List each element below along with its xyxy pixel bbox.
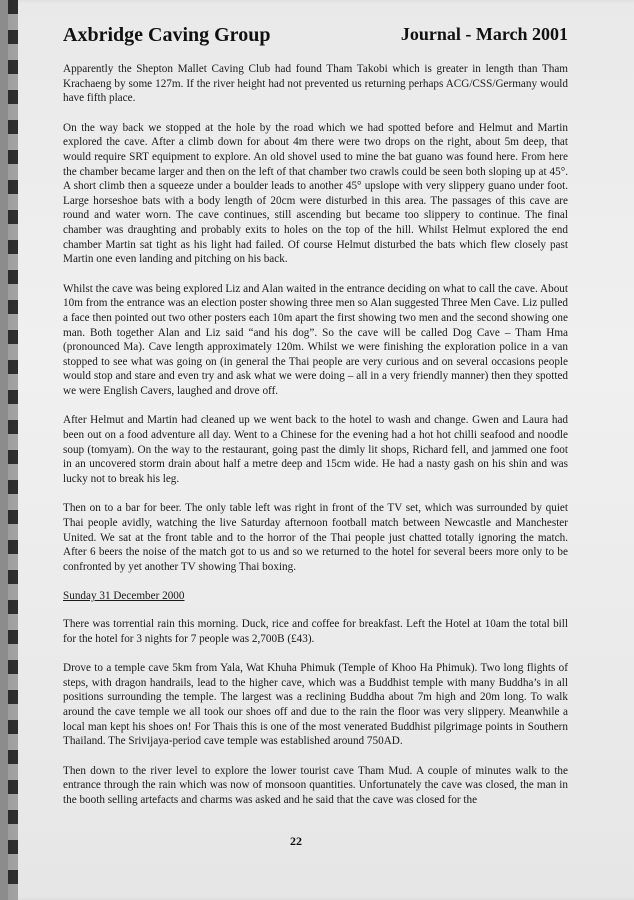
journal-title: Journal - March 2001 xyxy=(400,24,568,44)
section-heading: Sunday 31 December 2000 xyxy=(63,590,185,603)
paragraph: On the way back we stopped at the hole by the road which we had spotted before and Helmut and Martin explored the cave. After a climb down for about 4m there were two drops on the right, about 5m deep, that would require SRT equipment to explore. An old shovel used to mine the bat guano was found here. From here the chamber became larger and then on the left of that chamber two crawls could be seen both sloping up at 45°. A short climb then a squeeze under a boulder leads to another 45° upslope with very slippery guano under foot. Large horseshoe bats with a body length of 20cm were disturbed in this area. The passages of this cave are round and water worn. The cave continues, still ascending but became too slippery to continue. The final chamber was draughting and probably exits to holes on the top of the hill. Whilst Helmut explored the end chamber Martin sat tight as his light had failed. Of course Helmut disturbed the bats which flew closely past Martin one even landing and pitching on his back. xyxy=(63,121,568,266)
page-header xyxy=(63,24,568,54)
paragraph: Then on to a bar for beer. The only table left was right in front of the TV set, which was surrounded by quiet Thai people avidly, watching the live Saturday afternoon football match between Newcastle and Manchester United. We sat at the front table and to the horror of the Thai people just chatted totally ignoring the match. After 6 beers the noise of the match got to us and so we returned to the hotel for several beers more only to be confronted by yet another TV showing Thai boxing. xyxy=(63,502,568,573)
paragraph: Then down to the river level to explore the lower tourist cave Tham Mud. A couple of minutes walk to the entrance through the rain which was now of monsoon quantities. Unfortunately the cave was closed, the man in the booth selling artefacts and charms was asked and he said that the cave was closed for the xyxy=(63,764,568,806)
club-name: Axbridge Caving Group xyxy=(63,24,271,46)
paragraph: Apparently the Shepton Mallet Caving Club had found Tham Takobi which is greater in length than Tham Krachaeng by some 127m. If the river height had not prevented us returning perhaps ACG/CSS/Germany would have fifth place. xyxy=(63,63,568,105)
journal-page xyxy=(8,0,634,900)
paragraph: There was torrential rain this morning. Duck, rice and coffee for breakfast. Left the Hotel at 10am the total bill for the hotel for 3 nights for 7 people was 2,700B (£43). xyxy=(63,618,568,645)
paragraph: Whilst the cave was being explored Liz and Alan waited in the entrance deciding on what to call the cave. About 10m from the entrance was an election poster showing three men so Alan suggested Three Men Cave. Liz pulled a face then pointed out two other posters each 10m apart the first showing two men and the second showing one man. Both together Alan and Liz said “and his dog”. So the cave will be called Dog Cave – Tham Hma (pronounced Ma). Cave length approximately 120m. Whilst we were finishing the exploration police in a van stopped to see what was going on (in general the Thai people are very curious and on several occasions people would stop and stare and even try and ask what we were doing – all in a very friendly manner) then they spotted we were English Cavers, laughed and drove off. xyxy=(63,282,568,397)
article-body xyxy=(63,62,568,823)
paragraph: Drove to a temple cave 5km from Yala, Wat Khuha Phimuk (Temple of Khoo Ha Phimuk). Two long flights of steps, with dragon handrails, lead to the higher cave, which was a Buddhist temple with many Buddha’s in all positions surrounding the temple. The largest was a reclining Buddha about 7m high and 20m long. To walk around the cave temple we all took our shoes off and due to the rain the floor was very slippery. Meanwhile a local man kept his shoes on! For Thais this is one of the most venerated Buddhist pilgrimage points in Southern Thailand. The Srivijaya-period cave temple was established around 750AD. xyxy=(63,662,568,748)
paragraph: After Helmut and Martin had cleaned up we went back to the hotel to wash and change. Gwen and Laura had been out on a food adventure all day. Went to a Chinese for the evening had a hot hot chilli seafood and noodle soup (tomyam). On the way to the restaurant, going past the dimly lit shops, Richard fell, and jammed one foot in an uncovered storm drain about half a metre deep and 15cm wide. He had a nasty gash on his shin and was lucky not to break his leg. xyxy=(63,414,568,485)
page-number: 22 xyxy=(290,834,302,848)
spiral-binding xyxy=(8,0,18,900)
